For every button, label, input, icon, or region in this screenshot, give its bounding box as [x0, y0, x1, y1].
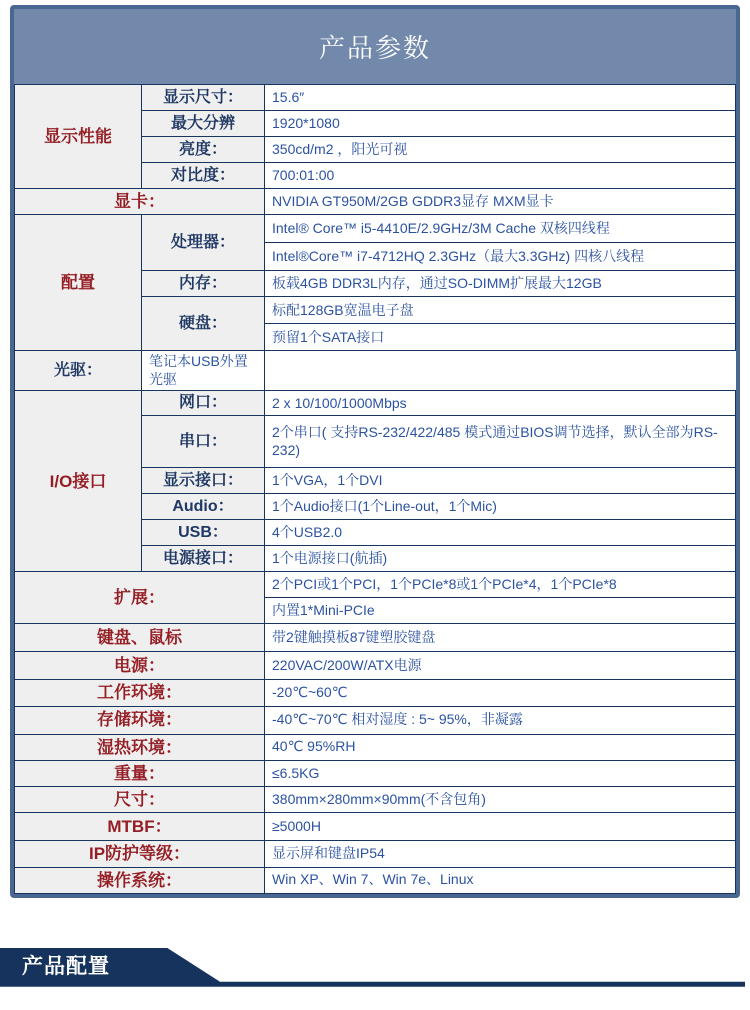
spec-value-cell: 笔记本USB外置光驱 [142, 351, 265, 391]
banner-title: 产品配置 [22, 954, 110, 978]
spec-value-cell: 内置1*Mini-PCIe [265, 598, 736, 624]
spec-value-cell: -40℃~70℃ 相对湿度 : 5~ 95%，非凝露 [265, 706, 736, 734]
spec-label-cell: USB： [142, 520, 265, 546]
spec-label-cell: 硬盘： [142, 297, 265, 351]
spec-header [14, 9, 736, 84]
banner-ribbon-shape [0, 948, 745, 987]
spec-label-cell: 串口： [142, 416, 265, 468]
spec-label-cell: 电源接口： [142, 546, 265, 572]
spec-group-cell: 重量： [15, 760, 265, 786]
spec-group-cell: 显卡： [15, 189, 265, 215]
spec-group-cell: 湿热环境： [15, 734, 265, 760]
spec-row [15, 760, 736, 786]
spec-row [15, 813, 736, 841]
spec-value-cell: ≥5000H [265, 813, 736, 841]
spec-label-cell: 内存： [142, 271, 265, 297]
section-banner [0, 948, 750, 987]
spec-value-cell: 标配128GB宽温电子盘 [265, 297, 736, 324]
spec-group-cell: 显示性能 [15, 85, 142, 189]
spec-row [15, 572, 736, 598]
spec-value-cell: 1个Audio接口(1个Line-out，1个Mic) [265, 494, 736, 520]
spec-group-cell: I/O接口 [15, 391, 142, 572]
product-spec-card [10, 5, 740, 898]
spec-value-cell: ≤6.5KG [265, 760, 736, 786]
spec-value-cell: 带2键触摸板87键塑胶键盘 [265, 624, 736, 652]
spec-label-cell: 处理器： [142, 215, 265, 271]
spec-value-cell: 2个串口( 支持RS-232/422/485 模式通过BIOS调节选择，默认全部为RS-232) [265, 416, 736, 468]
spec-row [15, 734, 736, 760]
spec-value-cell: 380mm×280mm×90mm(不含包角) [265, 787, 736, 813]
spec-label-cell: 显示尺寸： [142, 85, 265, 111]
spec-value-cell: 预留1个SATA接口 [265, 324, 736, 351]
spec-row [15, 706, 736, 734]
spec-value-cell: 15.6″ [265, 85, 736, 111]
spec-group-cell: 键盘、鼠标 [15, 624, 265, 652]
spec-row [15, 680, 736, 706]
spec-label-cell: 对比度： [142, 163, 265, 189]
spec-table [14, 84, 736, 894]
spec-label-cell: 亮度： [142, 137, 265, 163]
spec-label-cell: Audio： [142, 494, 265, 520]
spec-value-cell: 4个USB2.0 [265, 520, 736, 546]
page-title: 产品参数 [318, 33, 431, 63]
spec-row [15, 189, 736, 215]
spec-row [15, 351, 736, 391]
spec-row [15, 867, 736, 893]
spec-group-cell: 尺寸： [15, 787, 265, 813]
spec-group-cell: 电源： [15, 652, 265, 680]
spec-row [15, 391, 736, 416]
spec-group-cell: 操作系统： [15, 867, 265, 893]
spec-row [15, 652, 736, 680]
spec-label-cell: 显示接口： [142, 468, 265, 494]
spec-value-cell: 350cd/m2 ，阳光可视 [265, 137, 736, 163]
spec-label-cell: 网口： [142, 391, 265, 416]
spec-group-cell: IP防护等级： [15, 841, 265, 867]
spec-group-cell: 工作环境： [15, 680, 265, 706]
spec-value-cell: 2 x 10/100/1000Mbps [265, 391, 736, 416]
spec-group-cell: MTBF： [15, 813, 265, 841]
spec-value-cell: Intel®Core™ i7-4712HQ 2.3GHz（最大3.3GHz) 四核八线程 [265, 243, 736, 271]
spec-value-cell: 40℃ 95%RH [265, 734, 736, 760]
spec-value-cell: 显示屏和键盘IP54 [265, 841, 736, 867]
spec-value-cell: NVIDIA GT950M/2GB GDDR3显存 MXM显卡 [265, 189, 736, 215]
spec-group-cell: 配置 [15, 215, 142, 351]
spec-value-cell: -20℃~60℃ [265, 680, 736, 706]
spec-label-cell: 光驱： [15, 351, 142, 391]
spec-group-cell: 存储环境： [15, 706, 265, 734]
spec-row [15, 624, 736, 652]
spec-value-cell: 1个VGA，1个DVI [265, 468, 736, 494]
spec-row [15, 85, 736, 111]
spec-value-cell: 220VAC/200W/ATX电源 [265, 652, 736, 680]
spec-value-cell: 700:01:00 [265, 163, 736, 189]
spec-row [15, 215, 736, 243]
spec-group-cell: 扩展： [15, 572, 265, 624]
spec-value-cell: Win XP、Win 7、Win 7e、Linux [265, 867, 736, 893]
spec-row [15, 841, 736, 867]
spec-row [15, 787, 736, 813]
spec-value-cell: Intel® Core™ i5-4410E/2.9GHz/3M Cache 双核四线程 [265, 215, 736, 243]
spec-value-cell: 2个PCI或1个PCI，1个PCIe*8或1个PCIe*4，1个PCIe*8 [265, 572, 736, 598]
spec-label-cell: 最大分辨 [142, 111, 265, 137]
spec-value-cell: 1920*1080 [265, 111, 736, 137]
spec-value-cell: 板载4GB DDR3L内存，通过SO-DIMM扩展最大12GB [265, 271, 736, 297]
spec-value-cell: 1个电源接口(航插) [265, 546, 736, 572]
